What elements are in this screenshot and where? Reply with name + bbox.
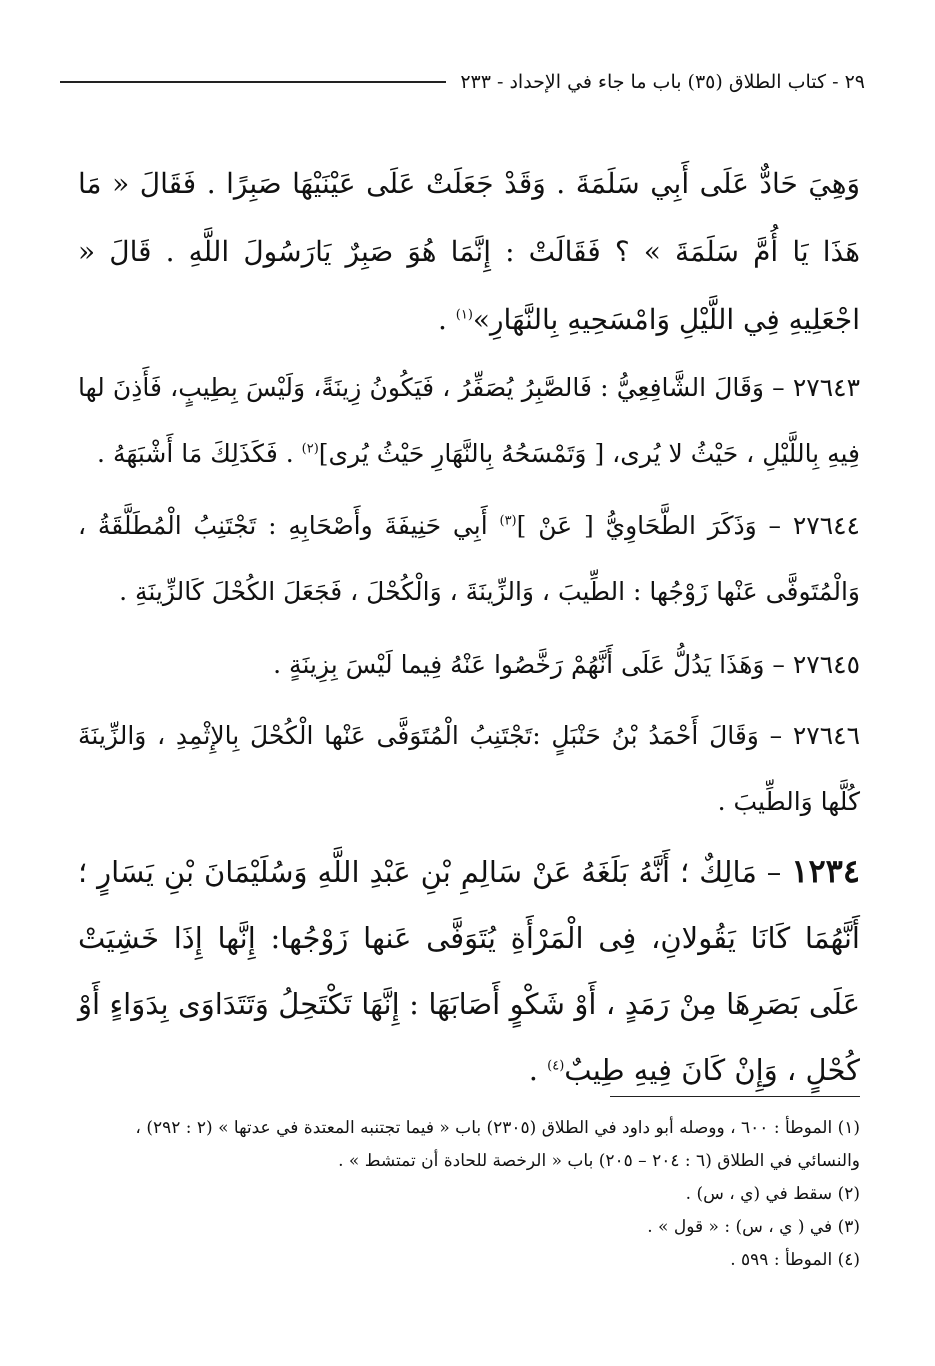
footnote-ref-3: (٣)	[499, 513, 517, 529]
paragraph-27645	[78, 632, 860, 698]
paragraph-text: ٢٧٦٤٣ – وَقَالَ الشَّافِعِيُّ : فَالصَّبِرُ يُصَفِّرُ ، فَيَكُونُ زِينَةً، وَلَيْسَ بِطِيبٍ، فَأَذِنَ لها فِيهِ بِاللَّيْلِ ، حَيْثُ لا يُرى، [ وَتَمْسَحُهُ بِالنَّهَارِ حَيْثُ يُرى]	[78, 373, 860, 468]
header-title: ٢٩ - كتاب الطلاق (٣٥) باب ما جاء في الإحداد - ٢٣٣	[460, 71, 865, 93]
hadith-1234	[78, 838, 860, 1103]
footnote-ref-2: (٢)	[301, 441, 319, 457]
paragraph-27646	[78, 703, 860, 835]
paragraph-text: ٢٧٦٤٦ – وَقَالَ أَحْمَدُ بْنُ حَنْبَلٍ :تَجْتَنِبُ الْمُتَوَفَّى عَنْها الْكُحْلَ بِالإِثْمِدِ ، وَالزِّينَةَ كُلَّها وَالطِّيبَ .	[78, 721, 860, 816]
footnote-4: (٤) الموطأ : ٥٩٩ .	[730, 1250, 860, 1270]
hadith-number: ١٢٣٤	[791, 852, 860, 890]
header-rule	[60, 81, 446, 83]
paragraph-text: وَهِيَ حَادٌّ عَلَى أَبِي سَلَمَةَ . وَقَدْ جَعَلَتْ عَلَى عَيْنَيْهَا صَبِرًا . فَقَالَ « مَا هَذَا يَا أُمَّ سَلَمَةَ » ؟ فَقَالَتْ : إِنَّمَا هُوَ صَبِرٌ يَارَسُولَ اللَّهِ . قَالَ « اجْعَلِيهِ فِي اللَّيْلِ وَامْسَحِيهِ بِالنَّهَارِ»	[78, 167, 860, 336]
paragraph-text: – مَالِكٌ ؛ أَنَّهُ بَلَغَهُ عَنْ سَالِمِ بْنِ عَبْدِ اللَّهِ وَسُلَيْمَانَ بْنِ يَسَارٍ ؛ أَنَّهُمَا كَانَا يَقُولانِ، فِى الْمَرْأَةِ يُتَوَفَّى عَنها زَوْجُها: إِنَّها إِذَا خَشِيَتْ عَلَى بَصَرِهَا مِنْ رَمَدٍ ، أَوْ شَكْوٍ أَصَابَهَا : إِنَّهَا تَكْتَحِلُ وَتَتَدَاوَى بِدَوَاءٍ أَوْ كُحْلٍ ، وَإِنْ كَانَ فِيهِ طِيبٌ	[78, 855, 860, 1087]
paragraph-end: .	[528, 1053, 548, 1087]
footnote-ref-1: (١)	[455, 307, 473, 323]
footnote-1: (١) الموطأ : ٦٠٠ ، ووصله أبو داود في الطلاق (٢٣٠٥) باب « فيما تجتنبه المعتدة في عدتها » (٢ : ٢٩٢) ، والنسائي في الطلاق (٦ : ٢٠٤ – ٢٠٥) باب « الرخصة للحادة أن تمتشط » .	[135, 1118, 860, 1171]
footnote-ref-4: (٤)	[547, 1058, 565, 1074]
paragraph-text: ٢٧٦٤٤ – وَذَكَرَ الطَّحَاوِيُّ [ عَنْ ]	[516, 511, 860, 540]
paragraph-27644	[78, 493, 860, 625]
running-header	[60, 62, 865, 102]
footnote-separator	[610, 1096, 860, 1097]
paragraph-hadith-continuation	[78, 150, 860, 354]
paragraph-27643	[78, 355, 860, 487]
footnotes	[70, 1112, 860, 1277]
paragraph-end: .	[437, 303, 456, 336]
footnote-2: (٢) سقط في (ي ، س) .	[685, 1184, 860, 1204]
paragraph-text: ٢٧٦٤٥ – وَهَذَا يَدُلُّ عَلَى أَنَّهُمْ رَخَّصُوا عَنْهُ فِيما لَيْسَ بِزِينَةٍ .	[273, 650, 860, 679]
paragraph-end: . فَكَذَلِكَ مَا أَشْبَهَهُ .	[97, 439, 302, 468]
paragraph-end: أَبِي حَنِيفَةَ وأَصْحَابِهِ : تَجْتَنِبُ الْمُطَلَّقَةُ ، وَالْمُتَوفَّى عَنْها زَوْجُها : الطِّيبَ ، وَالزِّينَةَ ، وَالْكُحْلَ ، فَجَعَلَ الكُحْلَ كَالزِّينَةِ .	[78, 511, 860, 606]
footnote-3: (٣) في ( ي ، س) : « قول » .	[647, 1217, 860, 1237]
